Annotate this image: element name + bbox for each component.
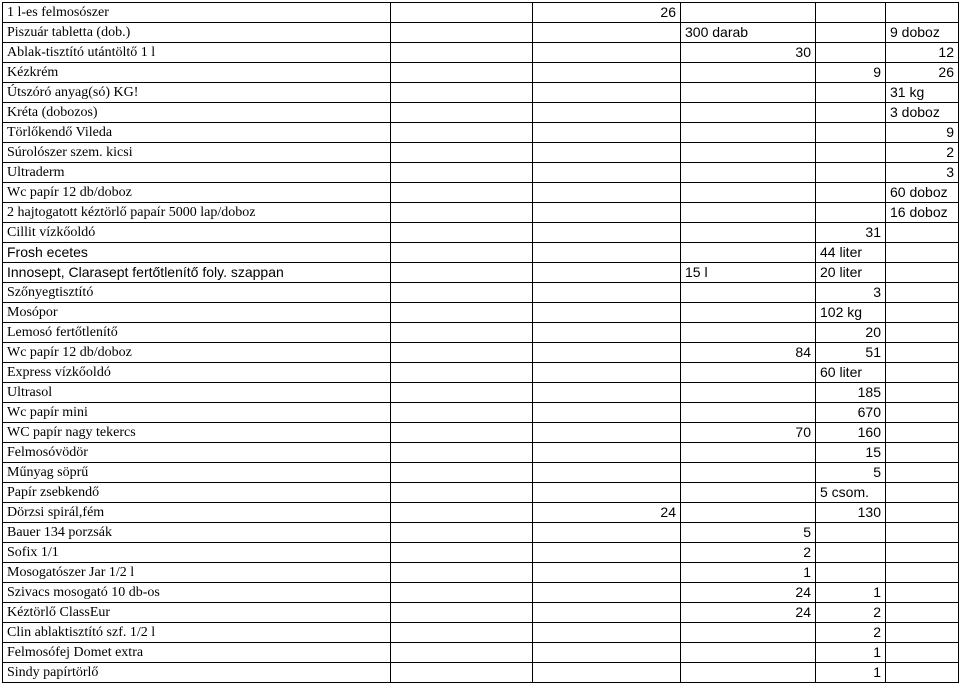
quantity-cell-c1	[391, 543, 533, 563]
quantity-cell-c2	[533, 523, 681, 543]
quantity-cell-c1	[391, 403, 533, 423]
table-row	[3, 183, 959, 203]
quantity-cell-c3	[681, 163, 816, 183]
quantity-cell-c3	[681, 203, 816, 223]
item-name-cell: Ultrasol	[3, 383, 391, 403]
quantity-cell-c4: 160	[816, 423, 886, 443]
quantity-cell-c2	[533, 263, 681, 283]
quantity-cell-c2	[533, 223, 681, 243]
item-name-cell: Törlőkendő Vileda	[3, 123, 391, 143]
quantity-cell-c5: 31 kg	[886, 83, 959, 103]
quantity-cell-c3: 30	[681, 43, 816, 63]
quantity-cell-c2: 26	[533, 3, 681, 23]
quantity-cell-c3: 24	[681, 603, 816, 623]
table-row	[3, 303, 959, 323]
quantity-cell-c5	[886, 303, 959, 323]
quantity-cell-c1	[391, 343, 533, 363]
item-name-cell: Felmosófej Domet extra	[3, 643, 391, 663]
quantity-cell-c3: 300 darab	[681, 23, 816, 43]
quantity-cell-c5	[886, 483, 959, 503]
table-row	[3, 503, 959, 523]
quantity-cell-c2	[533, 23, 681, 43]
quantity-cell-c5	[886, 283, 959, 303]
table-row	[3, 203, 959, 223]
quantity-cell-c2	[533, 643, 681, 663]
quantity-cell-c1	[391, 63, 533, 83]
quantity-cell-c3: 1	[681, 563, 816, 583]
quantity-cell-c5: 9 doboz	[886, 23, 959, 43]
quantity-cell-c5	[886, 663, 959, 683]
quantity-cell-c1	[391, 503, 533, 523]
table-row	[3, 223, 959, 243]
table-row	[3, 23, 959, 43]
quantity-cell-c5: 3 doboz	[886, 103, 959, 123]
quantity-cell-c4: 5	[816, 463, 886, 483]
quantity-cell-c1	[391, 283, 533, 303]
table-row	[3, 563, 959, 583]
quantity-cell-c2	[533, 403, 681, 423]
item-name-cell: Szivacs mosogató 10 db-os	[3, 583, 391, 603]
quantity-cell-c4	[816, 43, 886, 63]
quantity-cell-c1	[391, 223, 533, 243]
item-name-cell: Lemosó fertőtlenítő	[3, 323, 391, 343]
quantity-cell-c2	[533, 623, 681, 643]
quantity-cell-c2	[533, 183, 681, 203]
quantity-cell-c2	[533, 383, 681, 403]
quantity-cell-c5	[886, 583, 959, 603]
quantity-cell-c3	[681, 123, 816, 143]
table-row	[3, 163, 959, 183]
quantity-cell-c4: 20 liter	[816, 263, 886, 283]
table-row	[3, 363, 959, 383]
quantity-cell-c4: 3	[816, 283, 886, 303]
quantity-cell-c4: 1	[816, 583, 886, 603]
quantity-cell-c5	[886, 463, 959, 483]
quantity-cell-c3	[681, 3, 816, 23]
quantity-cell-c2	[533, 603, 681, 623]
quantity-cell-c1	[391, 203, 533, 223]
quantity-cell-c2	[533, 243, 681, 263]
quantity-cell-c2	[533, 103, 681, 123]
quantity-cell-c4	[816, 183, 886, 203]
table-row	[3, 603, 959, 623]
quantity-cell-c4: 130	[816, 503, 886, 523]
quantity-cell-c4: 31	[816, 223, 886, 243]
quantity-cell-c5: 9	[886, 123, 959, 143]
quantity-cell-c5: 16 doboz	[886, 203, 959, 223]
quantity-cell-c3	[681, 143, 816, 163]
quantity-cell-c1	[391, 243, 533, 263]
quantity-cell-c4: 185	[816, 383, 886, 403]
quantity-cell-c2	[533, 563, 681, 583]
quantity-cell-c1	[391, 603, 533, 623]
item-name-cell: Wc papír mini	[3, 403, 391, 423]
quantity-cell-c4: 1	[816, 663, 886, 683]
quantity-cell-c5	[886, 563, 959, 583]
quantity-cell-c4	[816, 543, 886, 563]
quantity-cell-c1	[391, 43, 533, 63]
quantity-cell-c4	[816, 23, 886, 43]
item-name-cell: Innosept, Clarasept fertőtlenítő foly. szappan	[3, 263, 391, 283]
table-row	[3, 83, 959, 103]
item-name-cell: Műnyag söprű	[3, 463, 391, 483]
quantity-cell-c2	[533, 463, 681, 483]
item-name-cell: Felmosóvödör	[3, 443, 391, 463]
quantity-cell-c5: 3	[886, 163, 959, 183]
quantity-cell-c1	[391, 643, 533, 663]
quantity-cell-c1	[391, 103, 533, 123]
quantity-cell-c3	[681, 623, 816, 643]
quantity-cell-c3	[681, 443, 816, 463]
quantity-cell-c1	[391, 163, 533, 183]
table-row	[3, 63, 959, 83]
quantity-cell-c5: 60 doboz	[886, 183, 959, 203]
quantity-cell-c2	[533, 83, 681, 103]
item-name-cell: 2 hajtogatott kéztörlő papaír 5000 lap/doboz	[3, 203, 391, 223]
quantity-cell-c1	[391, 183, 533, 203]
quantity-cell-c3: 24	[681, 583, 816, 603]
quantity-cell-c4: 5 csom.	[816, 483, 886, 503]
quantity-cell-c1	[391, 3, 533, 23]
table-row	[3, 543, 959, 563]
item-name-cell: Sindy papírtörlő	[3, 663, 391, 683]
table-row	[3, 443, 959, 463]
quantity-cell-c2	[533, 343, 681, 363]
quantity-cell-c2	[533, 303, 681, 323]
item-name-cell: Express vízkőoldó	[3, 363, 391, 383]
table-row	[3, 283, 959, 303]
quantity-cell-c2	[533, 123, 681, 143]
quantity-cell-c5	[886, 3, 959, 23]
item-name-cell: Súrolószer szem. kicsi	[3, 143, 391, 163]
item-name-cell: Papír zsebkendő	[3, 483, 391, 503]
quantity-cell-c1	[391, 143, 533, 163]
table-row	[3, 323, 959, 343]
quantity-cell-c5	[886, 323, 959, 343]
table-row	[3, 243, 959, 263]
quantity-cell-c3	[681, 283, 816, 303]
table-row	[3, 143, 959, 163]
item-name-cell: Sofix 1/1	[3, 543, 391, 563]
quantity-cell-c1	[391, 483, 533, 503]
quantity-cell-c1	[391, 423, 533, 443]
table-row	[3, 463, 959, 483]
quantity-cell-c3	[681, 363, 816, 383]
item-name-cell: Ablak-tisztító utántöltő 1 l	[3, 43, 391, 63]
quantity-cell-c1	[391, 443, 533, 463]
quantity-cell-c3	[681, 223, 816, 243]
table-row	[3, 483, 959, 503]
quantity-cell-c2	[533, 663, 681, 683]
item-name-cell: Frosh ecetes	[3, 243, 391, 263]
quantity-cell-c2	[533, 163, 681, 183]
quantity-cell-c1	[391, 463, 533, 483]
quantity-cell-c3	[681, 643, 816, 663]
quantity-cell-c4: 51	[816, 343, 886, 363]
quantity-cell-c5	[886, 523, 959, 543]
item-name-cell: Wc papír 12 db/doboz	[3, 343, 391, 363]
table-row	[3, 43, 959, 63]
table-row	[3, 623, 959, 643]
quantity-cell-c1	[391, 123, 533, 143]
item-name-cell: Cillit vízkőoldó	[3, 223, 391, 243]
quantity-cell-c3	[681, 303, 816, 323]
item-name-cell: 1 l-es felmosószer	[3, 3, 391, 23]
quantity-cell-c3	[681, 663, 816, 683]
quantity-cell-c2	[533, 43, 681, 63]
table-row	[3, 643, 959, 663]
table-row	[3, 123, 959, 143]
table-row	[3, 663, 959, 683]
quantity-cell-c1	[391, 323, 533, 343]
quantity-cell-c3: 84	[681, 343, 816, 363]
item-name-cell: Ultraderm	[3, 163, 391, 183]
quantity-cell-c1	[391, 83, 533, 103]
quantity-cell-c4: 60 liter	[816, 363, 886, 383]
item-name-cell: Mosópor	[3, 303, 391, 323]
quantity-cell-c5	[886, 443, 959, 463]
quantity-cell-c3: 70	[681, 423, 816, 443]
quantity-cell-c3	[681, 403, 816, 423]
quantity-cell-c4	[816, 563, 886, 583]
quantity-cell-c3: 2	[681, 543, 816, 563]
quantity-cell-c5: 26	[886, 63, 959, 83]
quantity-cell-c2	[533, 323, 681, 343]
quantity-cell-c5	[886, 643, 959, 663]
item-name-cell: Kéztörlő ClassEur	[3, 603, 391, 623]
quantity-cell-c5	[886, 343, 959, 363]
item-name-cell: Piszuár tabletta (dob.)	[3, 23, 391, 43]
item-name-cell: Szőnyegtisztító	[3, 283, 391, 303]
table-row	[3, 343, 959, 363]
quantity-cell-c2	[533, 363, 681, 383]
quantity-cell-c4: 9	[816, 63, 886, 83]
quantity-cell-c3	[681, 63, 816, 83]
quantity-cell-c3	[681, 503, 816, 523]
quantity-cell-c5: 2	[886, 143, 959, 163]
quantity-cell-c5	[886, 423, 959, 443]
item-name-cell: Dörzsi spirál,fém	[3, 503, 391, 523]
quantity-cell-c5: 12	[886, 43, 959, 63]
quantity-cell-c5	[886, 223, 959, 243]
quantity-cell-c3	[681, 83, 816, 103]
quantity-cell-c4	[816, 143, 886, 163]
inventory-table	[2, 2, 959, 683]
quantity-cell-c3: 5	[681, 523, 816, 543]
quantity-cell-c5	[886, 383, 959, 403]
quantity-cell-c2	[533, 583, 681, 603]
quantity-cell-c3: 15 l	[681, 263, 816, 283]
quantity-cell-c5	[886, 363, 959, 383]
quantity-cell-c4: 2	[816, 623, 886, 643]
quantity-cell-c4: 44 liter	[816, 243, 886, 263]
quantity-cell-c1	[391, 263, 533, 283]
quantity-cell-c4	[816, 203, 886, 223]
quantity-cell-c5	[886, 623, 959, 643]
quantity-cell-c3	[681, 323, 816, 343]
quantity-cell-c1	[391, 363, 533, 383]
quantity-cell-c2	[533, 203, 681, 223]
item-name-cell: Útszóró anyag(só) KG!	[3, 83, 391, 103]
quantity-cell-c1	[391, 663, 533, 683]
quantity-cell-c4	[816, 163, 886, 183]
item-name-cell: Kréta (dobozos)	[3, 103, 391, 123]
quantity-cell-c2	[533, 483, 681, 503]
quantity-cell-c2	[533, 423, 681, 443]
quantity-cell-c5	[886, 263, 959, 283]
quantity-cell-c4	[816, 83, 886, 103]
quantity-cell-c3	[681, 103, 816, 123]
quantity-cell-c3	[681, 183, 816, 203]
item-name-cell: Wc papír 12 db/doboz	[3, 183, 391, 203]
table-row	[3, 583, 959, 603]
quantity-cell-c5	[886, 243, 959, 263]
table-row	[3, 403, 959, 423]
quantity-cell-c4: 20	[816, 323, 886, 343]
quantity-cell-c5	[886, 503, 959, 523]
quantity-cell-c3	[681, 463, 816, 483]
quantity-cell-c1	[391, 623, 533, 643]
quantity-cell-c5	[886, 603, 959, 623]
quantity-cell-c4	[816, 3, 886, 23]
quantity-cell-c3	[681, 383, 816, 403]
quantity-cell-c4: 2	[816, 603, 886, 623]
quantity-cell-c1	[391, 303, 533, 323]
quantity-cell-c1	[391, 523, 533, 543]
item-name-cell: Clin ablaktisztító szf. 1/2 l	[3, 623, 391, 643]
table-row	[3, 3, 959, 23]
quantity-cell-c4: 1	[816, 643, 886, 663]
table-row	[3, 383, 959, 403]
quantity-cell-c2	[533, 283, 681, 303]
quantity-cell-c1	[391, 23, 533, 43]
quantity-cell-c2	[533, 443, 681, 463]
quantity-cell-c5	[886, 403, 959, 423]
quantity-cell-c1	[391, 383, 533, 403]
item-name-cell: WC papír nagy tekercs	[3, 423, 391, 443]
quantity-cell-c4	[816, 523, 886, 543]
quantity-cell-c4	[816, 103, 886, 123]
quantity-cell-c4: 15	[816, 443, 886, 463]
quantity-cell-c4	[816, 123, 886, 143]
table-row	[3, 423, 959, 443]
quantity-cell-c4: 670	[816, 403, 886, 423]
quantity-cell-c1	[391, 583, 533, 603]
item-name-cell: Bauer 134 porzsák	[3, 523, 391, 543]
table-row	[3, 103, 959, 123]
quantity-cell-c3	[681, 243, 816, 263]
table-row	[3, 263, 959, 283]
table-row	[3, 523, 959, 543]
quantity-cell-c2	[533, 543, 681, 563]
quantity-cell-c5	[886, 543, 959, 563]
quantity-cell-c2: 24	[533, 503, 681, 523]
quantity-cell-c1	[391, 563, 533, 583]
quantity-cell-c4: 102 kg	[816, 303, 886, 323]
quantity-cell-c2	[533, 143, 681, 163]
quantity-cell-c2	[533, 63, 681, 83]
quantity-cell-c3	[681, 483, 816, 503]
item-name-cell: Kézkrém	[3, 63, 391, 83]
item-name-cell: Mosogatószer Jar 1/2 l	[3, 563, 391, 583]
